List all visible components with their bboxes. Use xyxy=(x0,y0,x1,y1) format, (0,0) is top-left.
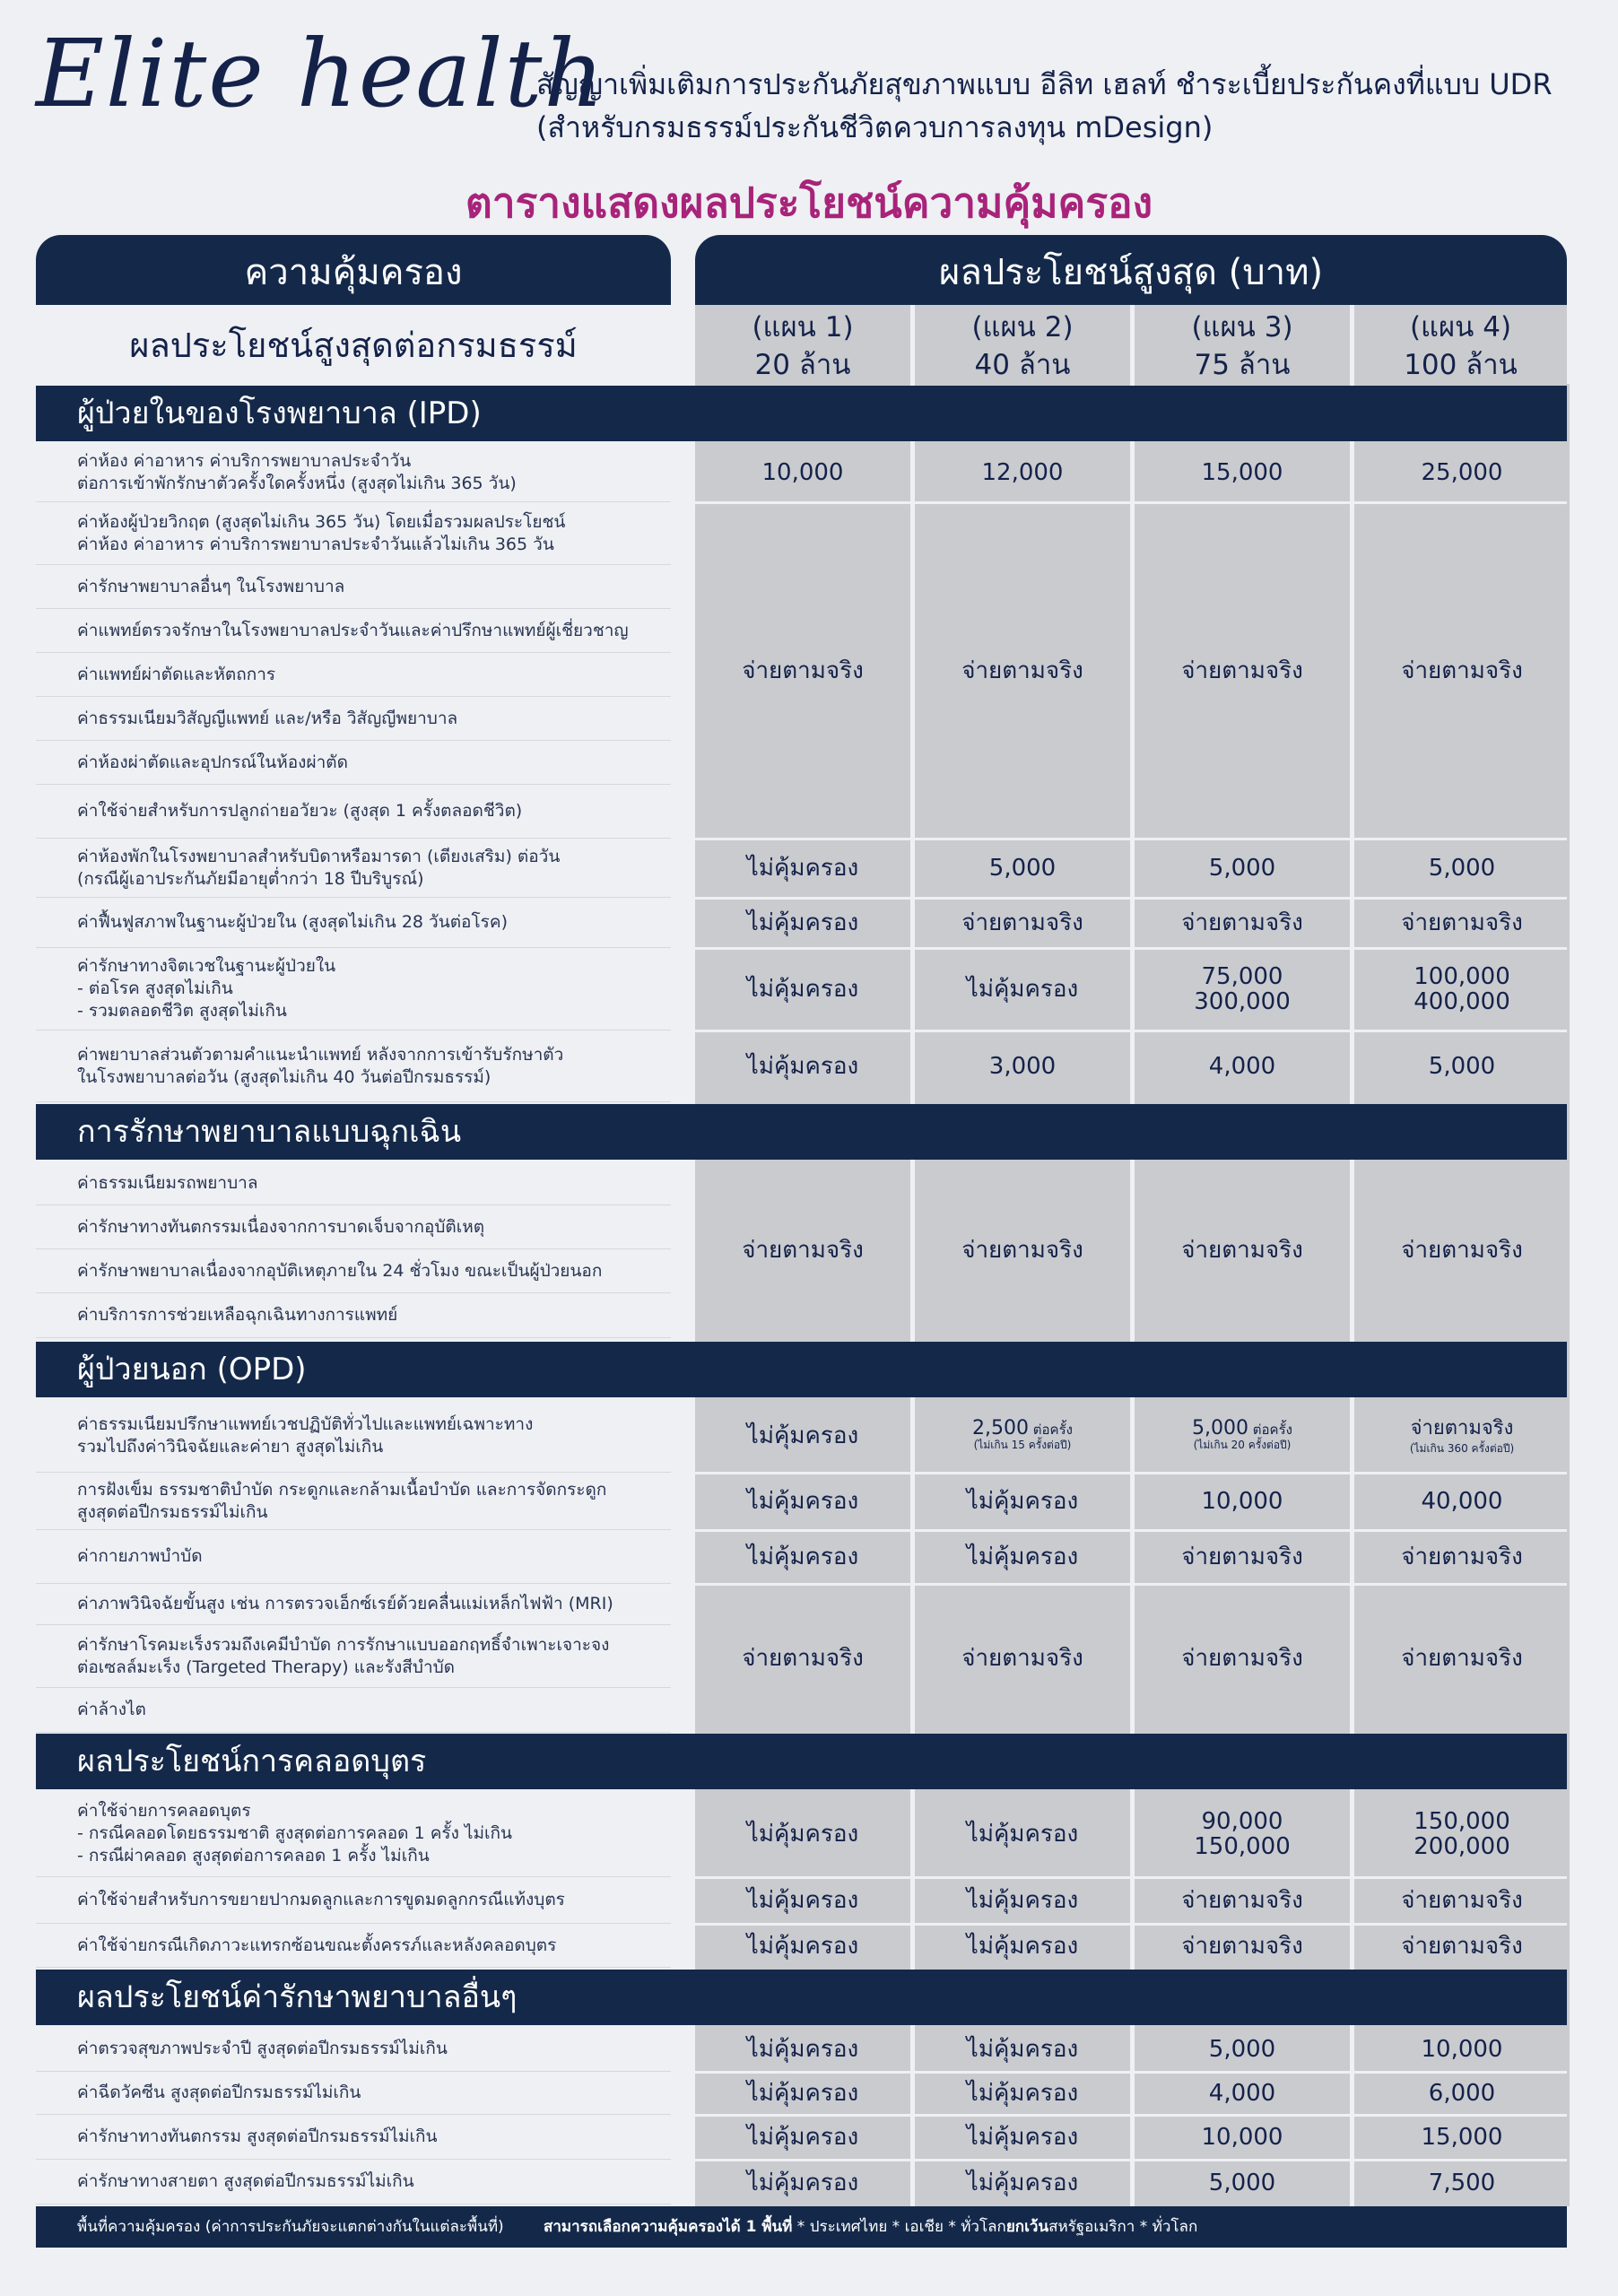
value-cell: 5,000 xyxy=(1208,2036,1276,2063)
value-cell: 3,000 xyxy=(988,1053,1057,1080)
value-cell xyxy=(1354,948,1570,1031)
row-text: ค่ารักษาทางจิตเวชในฐานะผู้ป่วยใน xyxy=(77,956,336,976)
ipd-row-surgeon xyxy=(36,653,671,697)
row-text: ค่าห้องผู้ป่วยวิกฤต (สูงสุดไม่เกิน 365 วัน) โดยเมื่อรวมผลประโยชน์ xyxy=(77,511,566,532)
ipd-row-room xyxy=(36,443,671,502)
ipd-row-psychiatric xyxy=(36,948,671,1031)
row-divider xyxy=(695,1472,1567,1474)
value-cell: จ่ายตามจริง xyxy=(742,657,864,684)
row-text: ค่าแพทย์ตรวจรักษาในโรงพยาบาลประจำวันและค่าปรึกษาแพทย์ผู้เชี่ยวชาญ xyxy=(77,620,629,640)
value-cell: 6,000 xyxy=(1428,2080,1496,2107)
opd-row-cancer xyxy=(36,1625,671,1688)
row-divider xyxy=(695,897,1567,900)
value-cell: 5,000 xyxy=(1208,855,1276,882)
row-text: ค่ารักษาโรคมะเร็งรวมถึงเคมีบำบัด การรักษาแบบออกฤทธิ์จำเพาะเจาะจง xyxy=(77,1634,610,1655)
row-divider xyxy=(695,1923,1567,1926)
value-cell: จ่ายตามจริง xyxy=(1181,1236,1303,1264)
contract-title xyxy=(536,63,1595,149)
max-benefit-per-policy-label: ผลประโยชน์สูงสุดต่อกรมธรรม์ xyxy=(129,325,578,365)
value-cell: ไม่คุ้มครอง xyxy=(746,1053,859,1080)
emergency-row xyxy=(36,1161,671,1205)
row-text: สูงสุดต่อปีกรมธรรม์ไม่เกิน xyxy=(77,1501,268,1522)
value-cell: 10,000 xyxy=(1421,2036,1503,2063)
row-text: ค่าธรรมเนียมวิสัญญีแพทย์ และ/หรือ วิสัญญีพยาบาล xyxy=(77,708,458,728)
plan-name: (แผน 1) xyxy=(752,311,854,344)
row-text: ค่าแพทย์ผ่าตัดและหัตถการ xyxy=(77,664,276,684)
row-divider xyxy=(695,1529,1567,1532)
plan-amount: 75 ล้าน xyxy=(1194,349,1291,381)
ipd-row-transplant xyxy=(36,785,671,839)
value-main: จ่ายตามจริง xyxy=(1410,1417,1514,1439)
contract-title-line2: (สำหรับกรมธรรม์ประกันชีวิตควบการลงทุน mDesign) xyxy=(536,110,1214,144)
max-benefit-header: ผลประโยชน์สูงสุด (บาท) xyxy=(695,235,1567,305)
row-text: ค่ารักษาทางทันตกรรมเนื่องจากการบาดเจ็บจากอุบัติเหตุ xyxy=(77,1216,485,1237)
value-cell: 4,000 xyxy=(1208,2080,1276,2107)
value-cell: ไม่คุ้มครอง xyxy=(746,2080,859,2107)
footer-select-one-area: สามารถเลือกความคุ้มครองได้ 1 พื้นที่ xyxy=(544,2218,793,2236)
row-text: ค่าล้างไต xyxy=(77,1700,146,1719)
value-cell: จ่ายตามจริง xyxy=(961,1236,1083,1264)
other-row-vaccine xyxy=(36,2072,671,2115)
row-text: ในโรงพยาบาลต่อวัน (สูงสุดไม่เกิน 40 วันต่อปีกรมธรรม์) xyxy=(77,1066,491,1087)
row-text: ค่าใช้จ่ายกรณีเกิดภาวะแทรกซ้อนขณะตั้งครรภ์และหลังคลอดบุตร xyxy=(77,1935,557,1955)
row-text: ค่าห้องผ่าตัดและอุปกรณ์ในห้องผ่าตัด xyxy=(77,752,348,772)
row-divider xyxy=(695,2159,1567,2161)
value-line: 100,000 xyxy=(1414,963,1510,990)
emergency-row xyxy=(36,1249,671,1293)
footer-area-list-2: สหรัฐอเมริกา * ทั่วโลก xyxy=(1048,2218,1198,2236)
value-cell: ไม่คุ้มครอง xyxy=(966,2036,1079,2063)
plan-4-header xyxy=(1354,305,1567,384)
row-text: - รวมตลอดชีวิต สูงสุดไม่เกิน xyxy=(77,1001,287,1021)
maternity-row-dilation xyxy=(36,1877,671,1924)
opd-row-consult xyxy=(36,1399,671,1473)
value-cell: 4,000 xyxy=(1208,1053,1276,1080)
value-cell: ไม่คุ้มครอง xyxy=(966,2170,1079,2196)
other-row-vision xyxy=(36,2160,671,2205)
section-maternity: ผลประโยชน์การคลอดบุตร xyxy=(36,1734,1567,1789)
value-cell: จ่ายตามจริง xyxy=(1401,1236,1523,1264)
value-cell: ไม่คุ้มครอง xyxy=(966,1544,1079,1570)
plan-amount: 100 ล้าน xyxy=(1404,349,1518,381)
value-cell: ไม่คุ้มครอง xyxy=(746,1887,859,1914)
value-note: (ไม่เกิน 20 ครั้งต่อปี) xyxy=(1193,1438,1292,1451)
maternity-row-complication xyxy=(36,1924,671,1968)
value-cell: จ่ายตามจริง xyxy=(1181,909,1303,936)
emergency-row xyxy=(36,1205,671,1249)
value-cell: จ่ายตามจริง xyxy=(1401,1932,1523,1960)
other-row-checkup xyxy=(36,2027,671,2072)
ipd-row-operating-room xyxy=(36,741,671,785)
value-cell: จ่ายตามจริง xyxy=(1401,1544,1523,1570)
section-emergency: การรักษาพยาบาลแบบฉุกเฉิน xyxy=(36,1104,1567,1160)
value-cell: 40,000 xyxy=(1421,1488,1503,1515)
value-cell: ไม่คุ้มครอง xyxy=(966,1887,1079,1914)
value-cell: 5,000 xyxy=(1428,1053,1496,1080)
row-divider xyxy=(695,947,1567,950)
row-text: ค่ารักษาพยาบาลอื่นๆ ในโรงพยาบาล xyxy=(77,576,345,596)
row-divider xyxy=(695,1583,1567,1586)
value-cell: จ่ายตามจริง xyxy=(1181,1544,1303,1570)
value-cell: จ่ายตามจริง xyxy=(1401,1645,1523,1672)
value-unit: ต่อครั้ง xyxy=(1032,1421,1073,1438)
row-text: - กรณีผ่าคลอด สูงสุดต่อการคลอด 1 ครั้ง ไม่เกิน xyxy=(77,1846,430,1866)
row-text: - ต่อโรค สูงสุดไม่เกิน xyxy=(77,978,233,998)
elite-health-logo: Elite health xyxy=(36,19,606,128)
row-divider xyxy=(695,2071,1567,2074)
value-cell: ไม่คุ้มครอง xyxy=(966,2124,1079,2151)
row-text: ค่าตรวจสุขภาพประจำปี สูงสุดต่อปีกรมธรรม์ไม่เกิน xyxy=(77,2039,448,2058)
row-text: ค่าฟื้นฟูสภาพในฐานะผู้ป่วยใน (สูงสุดไม่เกิน 28 วันต่อโรค) xyxy=(77,912,508,932)
row-text: ค่ารักษาพยาบาลเนื่องจากอุบัติเหตุภายใน 24 ชั่วโมง ขณะเป็นผู้ป่วยนอก xyxy=(77,1260,603,1281)
row-text: ค่าบริการการช่วยเหลือฉุกเฉินทางการแพทย์ xyxy=(77,1305,398,1325)
value-line: 300,000 xyxy=(1194,988,1291,1015)
value-cell: ไม่คุ้มครอง xyxy=(746,1488,859,1515)
plan-name: (แผน 4) xyxy=(1409,311,1512,344)
value-cell: 10,000 xyxy=(1201,1488,1283,1515)
value-cell xyxy=(1354,1399,1570,1473)
row-text: ค่าฉีดวัคซีน สูงสุดต่อปีกรมธรรม์ไม่เกิน xyxy=(77,2083,361,2102)
row-text: ต่อเซลล์มะเร็ง (Targeted Therapy) และรังสีบำบัด xyxy=(77,1657,456,1677)
value-cell: 12,000 xyxy=(981,459,1064,486)
coverage-header: ความคุ้มครอง xyxy=(36,235,671,305)
row-text: ค่าธรรมเนียมรถพยาบาล xyxy=(77,1172,258,1193)
value-line: 150,000 xyxy=(1194,1833,1291,1860)
value-cell: ไม่คุ้มครอง xyxy=(746,909,859,936)
row-text: ค่าธรรมเนียมปรึกษาแพทย์เวชปฏิบัติทั่วไปและแพทย์เฉพาะทาง xyxy=(77,1413,534,1434)
value-line: ไม่คุ้มครอง xyxy=(746,976,859,1003)
value-cell: จ่ายตามจริง xyxy=(1181,657,1303,684)
row-text: ค่ารักษาทางทันตกรรม สูงสุดต่อปีกรมธรรม์ไม่เกิน xyxy=(77,2126,438,2146)
ipd-row-parent-bed xyxy=(36,839,671,898)
value-cell: 5,000 xyxy=(988,855,1057,882)
value-cell: 5,000 xyxy=(1208,2170,1276,2196)
value-line: ไม่คุ้มครอง xyxy=(966,976,1079,1003)
value-line: ไม่คุ้มครอง xyxy=(746,1821,859,1848)
section-other-benefits: ผลประโยชน์ค่ารักษาพยาบาลอื่นๆ xyxy=(36,1970,1567,2025)
value-line: ไม่คุ้มครอง xyxy=(966,1821,1079,1848)
value-unit: ต่อครั้ง xyxy=(1252,1421,1292,1438)
opd-row-physio xyxy=(36,1530,671,1584)
value-cell: จ่ายตามจริง xyxy=(742,1236,864,1264)
value-cell xyxy=(695,1399,910,1473)
plan-amount: 40 ล้าน xyxy=(974,349,1071,381)
row-text: ค่าพยาบาลส่วนตัวตามคำแนะนำแพทย์ หลังจากการเข้ารับรักษาตัว xyxy=(77,1044,564,1065)
other-row-dental xyxy=(36,2115,671,2160)
value-cell: 5,000 xyxy=(1428,855,1496,882)
row-text: ค่ากายภาพบำบัด xyxy=(77,1546,203,1566)
emergency-row xyxy=(36,1293,671,1338)
value-cell: จ่ายตามจริง xyxy=(1401,909,1523,936)
maternity-row-birth xyxy=(36,1791,671,1877)
ipd-row-anesthesia xyxy=(36,697,671,741)
opd-row-imaging xyxy=(36,1584,671,1625)
row-text: ค่าห้อง ค่าอาหาร ค่าบริการพยาบาลประจำวัน xyxy=(77,450,412,471)
value-cell: จ่ายตามจริง xyxy=(1181,1887,1303,1914)
document-header xyxy=(0,0,1618,179)
value-cell: จ่ายตามจริง xyxy=(1181,1932,1303,1960)
row-text: ค่าใช้จ่ายสำหรับการขยายปากมดลูกและการขูดมดลูกกรณีแท้งบุตร xyxy=(77,1890,565,1909)
row-text: - กรณีคลอดโดยธรรมชาติ สูงสุดต่อการคลอด 1 ครั้ง ไม่เกิน xyxy=(77,1823,512,1843)
value-cell xyxy=(695,1791,910,1877)
plan-2-header xyxy=(915,305,1130,384)
value-cell: ไม่คุ้มครอง xyxy=(966,2080,1079,2107)
value-cell xyxy=(1135,1399,1350,1473)
value-cell: จ่ายตามจริง xyxy=(961,657,1083,684)
value-line xyxy=(972,1416,1073,1439)
row-text: รวมไปถึงค่าวินิจฉัยและค่ายา สูงสุดไม่เกิน xyxy=(77,1436,384,1457)
value-cell: 15,000 xyxy=(1421,2124,1503,2151)
value-cell: 10,000 xyxy=(761,459,844,486)
row-text: ค่ารักษาทางสายตา สูงสุดต่อปีกรมธรรม์ไม่เกิน xyxy=(77,2171,414,2191)
plan-name: (แผน 2) xyxy=(971,311,1074,344)
row-text: ค่าใช้จ่ายสำหรับการปลูกถ่ายอวัยวะ (สูงสุด 1 ครั้งตลอดชีวิต) xyxy=(77,801,523,821)
value-cell: จ่ายตามจริง xyxy=(742,1645,864,1672)
value-cell xyxy=(915,948,1130,1031)
value-cell: 25,000 xyxy=(1421,459,1503,486)
value-cell xyxy=(915,1399,1130,1473)
value-cell xyxy=(1135,948,1350,1031)
contract-title-line1: สัญญาเพิ่มเติมการประกันภัยสุขภาพแบบ อีลิท เฮลท์ ชำระเบี้ยประกันคงที่แบบ UDR xyxy=(536,67,1553,101)
value-cell: 7,500 xyxy=(1428,2170,1496,2196)
value-line: 90,000 xyxy=(1201,1808,1283,1835)
row-text: การฝังเข็ม ธรรมชาติบำบัด กระดูกและกล้ามเนื้อบำบัด และการจัดกระดูก xyxy=(77,1479,607,1500)
plan-amount: 20 ล้าน xyxy=(754,349,851,381)
footer-area-list: * ประเทศไทย * เอเชีย * ทั่วโลก xyxy=(792,2218,1006,2236)
ipd-row-icu xyxy=(36,502,671,565)
footer-except: ยกเว้น xyxy=(1005,2218,1049,2236)
coverage-area-footer xyxy=(36,2206,1567,2248)
section-ipd: ผู้ป่วยในของโรงพยาบาล (IPD) xyxy=(36,386,1567,441)
value-main: 2,500 xyxy=(972,1416,1030,1439)
value-cell: จ่ายตามจริง xyxy=(1401,1887,1523,1914)
value-note: (ไม่เกิน 360 ครั้งต่อปี) xyxy=(1409,1442,1515,1455)
value-line: 200,000 xyxy=(1414,1833,1510,1860)
value-cell: ไม่คุ้มครอง xyxy=(966,1488,1079,1515)
row-text: ค่าใช้จ่ายการคลอดบุตร xyxy=(77,1801,251,1821)
ipd-row-doctor xyxy=(36,609,671,653)
value-cell: ไม่คุ้มครอง xyxy=(746,2036,859,2063)
value-cell xyxy=(915,1791,1130,1877)
opd-row-acupuncture xyxy=(36,1473,671,1530)
ipd-row-rehab xyxy=(36,898,671,948)
value-cell: ไม่คุ้มครอง xyxy=(746,2170,859,2196)
plan-3-header xyxy=(1135,305,1350,384)
benefit-table-title: ตารางแสดงผลประโยชน์ความคุ้มครอง xyxy=(465,178,1153,227)
row-divider xyxy=(695,838,1567,840)
value-cell: จ่ายตามจริง xyxy=(961,909,1083,936)
row-divider xyxy=(695,1876,1567,1879)
value-cell: ไม่คุ้มครอง xyxy=(746,1544,859,1570)
row-divider xyxy=(695,501,1567,504)
opd-row-dialysis xyxy=(36,1688,671,1733)
value-cell xyxy=(1354,1791,1570,1877)
footer-left-note: พื้นที่ความคุ้มครอง (ค่าการประกันภัยจะแตกต่างกันในแต่ละพื้นที่) xyxy=(77,2218,504,2236)
row-text: ต่อการเข้าพักรักษาตัวครั้งใดครั้งหนึ่ง (สูงสุดไม่เกิน 365 วัน) xyxy=(77,473,517,493)
value-cell: จ่ายตามจริง xyxy=(961,1645,1083,1672)
row-text: ค่าภาพวินิจฉัยขั้นสูง เช่น การตรวจเอ็กซ์เรย์ด้วยคลื่นแม่เหล็กไฟฟ้า (MRI) xyxy=(77,1594,613,1613)
value-cell xyxy=(695,948,910,1031)
value-cell: ไม่คุ้มครอง xyxy=(746,855,859,882)
row-text: ค่าห้องพักในโรงพยาบาลสำหรับบิดาหรือมารดา (เตียงเสริม) ต่อวัน xyxy=(77,846,561,866)
ipd-row-private-nurse xyxy=(36,1031,671,1102)
value-line: 75,000 xyxy=(1201,963,1283,990)
value-main: 5,000 xyxy=(1192,1416,1249,1439)
plan-name: (แผน 3) xyxy=(1191,311,1293,344)
row-text: (กรณีผู้เอาประกันภัยมีอายุต่ำกว่า 18 ปีบริบูรณ์) xyxy=(77,868,424,889)
row-text: ค่าห้อง ค่าอาหาร ค่าบริการพยาบาลประจำวันแล้วไม่เกิน 365 วัน xyxy=(77,534,554,554)
value-cell: จ่ายตามจริง xyxy=(1401,657,1523,684)
value-cell xyxy=(1135,1791,1350,1877)
value-cell: ไม่คุ้มครอง xyxy=(746,1932,859,1960)
value-line: 400,000 xyxy=(1414,988,1510,1015)
value-cell: ไม่คุ้มครอง xyxy=(746,2124,859,2151)
row-divider xyxy=(695,2114,1567,2117)
value-line xyxy=(1192,1416,1292,1439)
value-line: 150,000 xyxy=(1414,1808,1510,1835)
value-note: (ไม่เกิน 15 ครั้งต่อปี) xyxy=(973,1438,1072,1451)
footer-area-options xyxy=(544,2206,1197,2248)
value-cell: ไม่คุ้มครอง xyxy=(966,1932,1079,1960)
ipd-row-other xyxy=(36,565,671,609)
value-cell: 10,000 xyxy=(1201,2124,1283,2151)
value-cell: จ่ายตามจริง xyxy=(1181,1645,1303,1672)
value-main: ไม่คุ้มครอง xyxy=(746,1422,859,1449)
section-opd: ผู้ป่วยนอก (OPD) xyxy=(36,1342,1567,1397)
row-divider xyxy=(695,1030,1567,1032)
plan-1-header xyxy=(695,305,910,384)
value-cell: 15,000 xyxy=(1201,459,1283,486)
